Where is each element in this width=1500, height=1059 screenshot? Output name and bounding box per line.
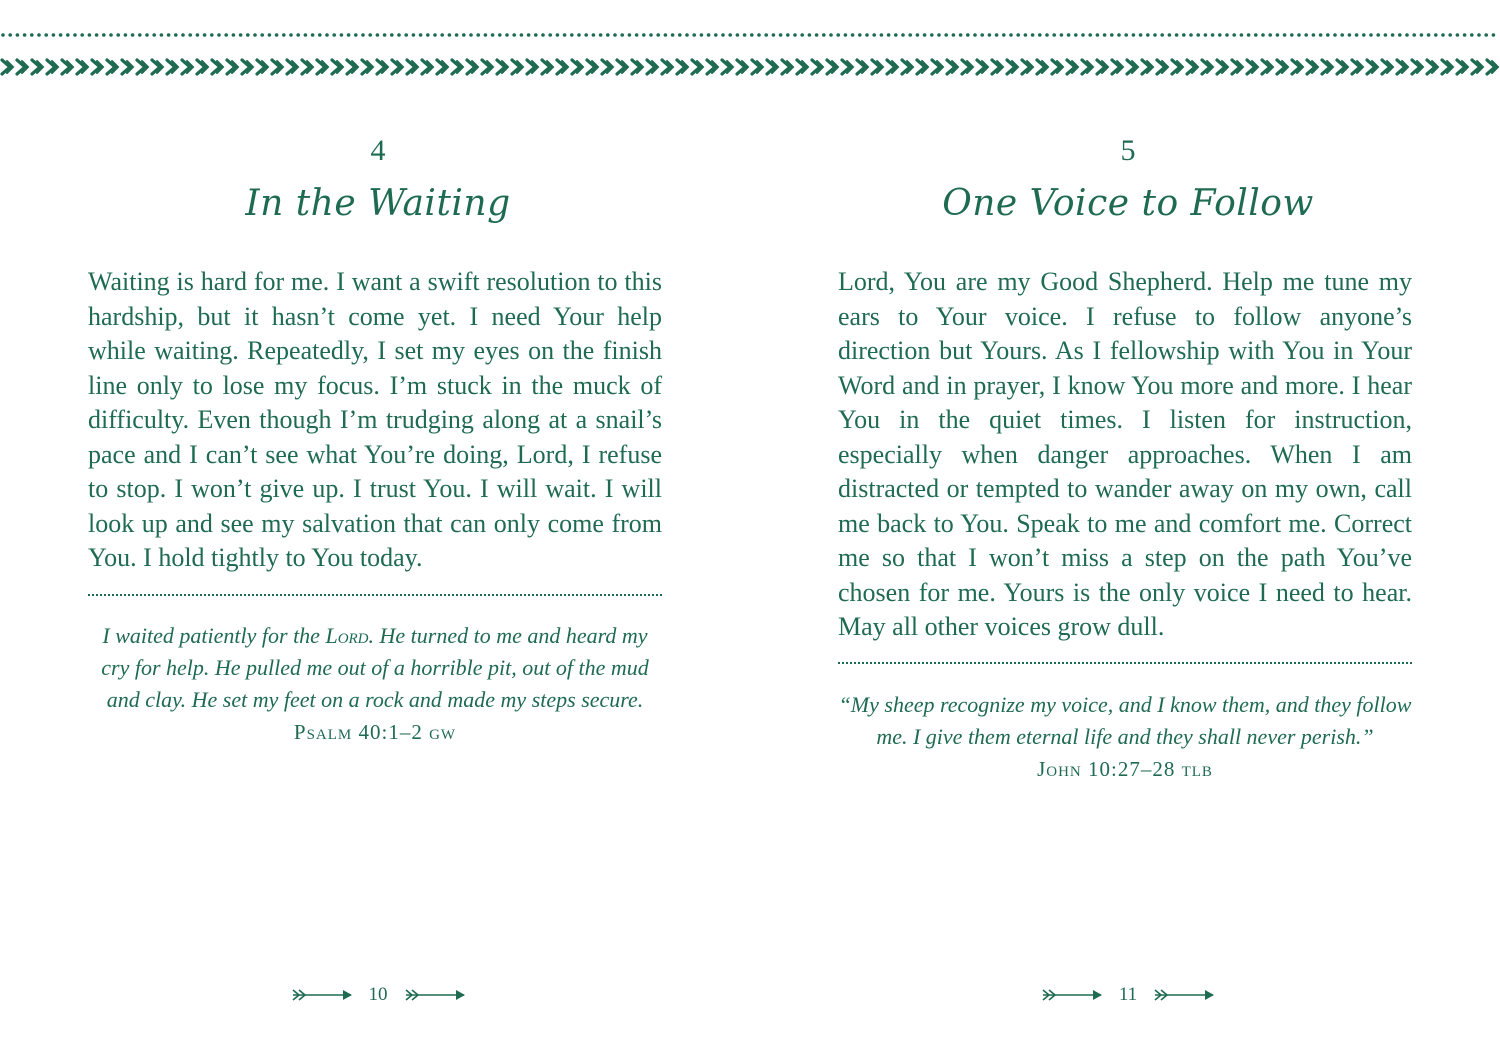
left-page	[68, 0, 688, 1059]
lord-small-caps: Lord	[325, 623, 369, 648]
right-page	[818, 0, 1438, 1059]
entry-title: One Voice to Follow	[942, 183, 1314, 224]
prayer-text: Waiting is hard for me. I want a swift resolution to this hardship, but it hasn’t come yet. I need Your help while waiting. Repeatedly, I set my eyes on the finish line only to lose my focus. I’m stuck in the muck of difficulty. Even though I’m trudging along at a snail’s pace and I can’t see what You’re doing, Lord, I refuse to stop. I won’t give up. I trust You. I will wait. I will look up and see my salvation that can only come from You. I hold tightly to You today.	[88, 267, 662, 572]
entry-number: 4	[370, 134, 386, 167]
page-footer	[68, 984, 688, 1006]
double-arrow-icon	[1151, 988, 1217, 1002]
double-arrow-icon	[1039, 988, 1105, 1002]
scripture-quote	[88, 620, 662, 748]
scripture-reference: John 10:27–28 tlb	[1037, 757, 1213, 781]
scripture-quote	[838, 689, 1412, 785]
double-arrow-icon	[289, 988, 355, 1002]
dotted-divider	[838, 662, 1412, 664]
dotted-divider	[88, 594, 662, 596]
entry-title: In the Waiting	[245, 183, 511, 224]
scripture-reference: Psalm 40:1–2 gw	[293, 720, 457, 744]
page-footer	[818, 984, 1438, 1006]
entry-number: 5	[1120, 134, 1136, 167]
page-number: 10	[368, 984, 388, 1005]
prayer-text: Lord, You are my Good Shepherd. Help me tune my ears to Your voice. I refuse to follow anyone’s direction but Yours. As I fellowship with You in Your Word and in prayer, I know You more and more. I hear You in the quiet times. I listen for instruction, especially when danger approaches. When I am distracted or tempted to wander away on my own, call me back to You. Speak to me and comfort me. Correct me so that I won’t miss a step on the path You’ve chosen for me. Yours is the only voice I need to hear. May all other voices grow dull.	[838, 267, 1412, 641]
page-number: 11	[1118, 984, 1138, 1005]
double-arrow-icon	[402, 988, 468, 1002]
scripture-text: “My sheep recognize my voice, and I know them, and they follow me. I give them eternal life and they shall never perish.”	[838, 692, 1412, 749]
scripture-text: I waited patiently for the Lord. He turned to me and heard my cry for help. He pulled me out of a horrible pit, out of the mud and clay. He set my feet on a rock and made my steps secure.	[101, 623, 649, 712]
